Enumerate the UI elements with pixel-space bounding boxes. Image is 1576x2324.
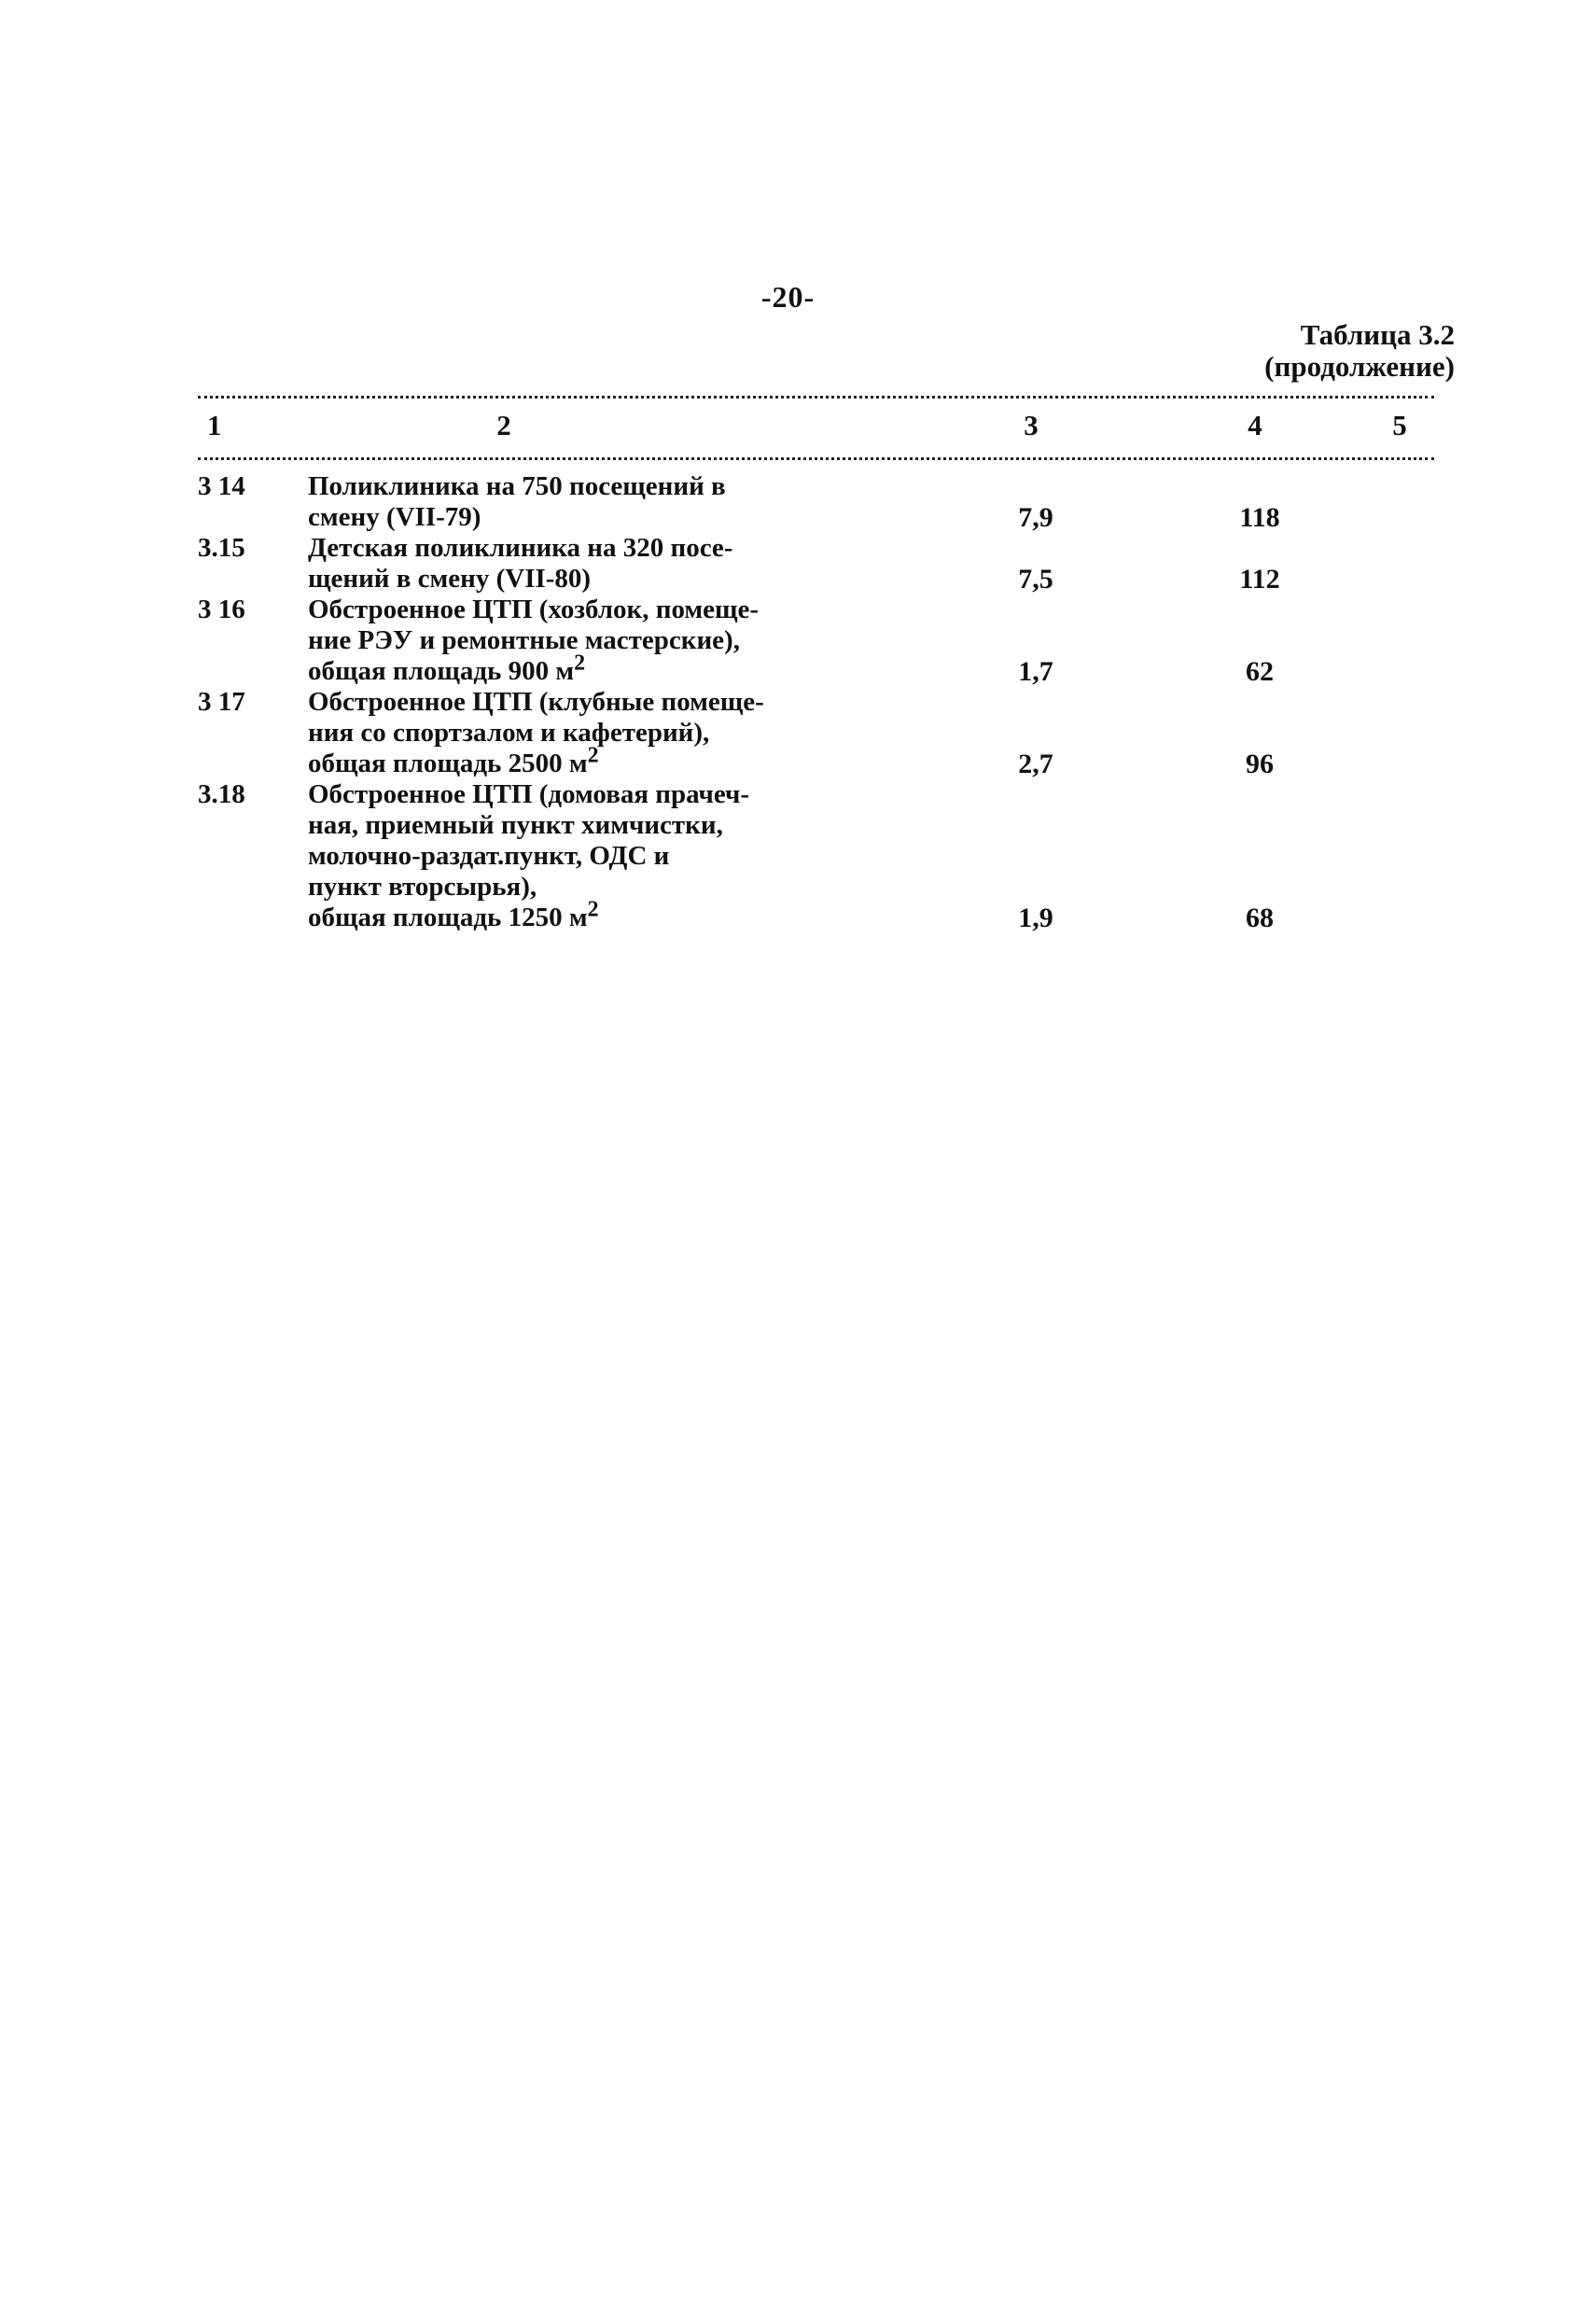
table-row — [0, 471, 1576, 533]
row-value-col3: 7,9 — [1018, 502, 1053, 533]
table-caption-continuation: (продолжение) — [1264, 350, 1455, 383]
row-description — [308, 687, 896, 779]
row-number: 3.18 — [198, 779, 245, 809]
row-value-col3: 2,7 — [1018, 749, 1053, 779]
row-description — [308, 471, 896, 533]
superscript-2: 2 — [587, 897, 599, 922]
column-header-3: 3 — [1024, 409, 1039, 441]
row-description-line: ние РЭУ и ремонтные мастерские), — [308, 625, 740, 655]
column-header-4: 4 — [1248, 409, 1262, 441]
table-header-rule — [198, 457, 1434, 460]
row-description-line: ния со спортзалом и кафетерий), — [308, 718, 710, 748]
row-description — [308, 533, 896, 595]
row-value-col4: 68 — [1246, 903, 1274, 933]
row-description-line — [308, 743, 896, 779]
table-row — [0, 687, 1576, 779]
table-top-rule — [198, 396, 1434, 399]
row-description-line: щений в смену (VII-80) — [308, 564, 592, 594]
row-value-col4: 112 — [1239, 564, 1280, 595]
row-value-col3: 7,5 — [1018, 564, 1053, 595]
row-description-line: Обстроенное ЦТП (домовая прачеч- — [308, 779, 749, 809]
table-body — [0, 471, 1576, 933]
table-row — [0, 533, 1576, 595]
row-area-text: общая площадь 900 м — [308, 656, 575, 686]
column-header-1: 1 — [207, 409, 222, 441]
row-description-line: смену (VII-79) — [308, 502, 481, 532]
row-value-col4: 118 — [1239, 502, 1280, 533]
superscript-2: 2 — [574, 651, 586, 676]
row-area-text: общая площадь 2500 м — [308, 749, 588, 778]
column-header-2: 2 — [496, 409, 511, 441]
row-description-line: ная, приемный пункт химчистки, — [308, 810, 723, 840]
table-caption-title: Таблица 3.2 — [1300, 318, 1455, 351]
row-description-line: Поликлиника на 750 посещений в — [308, 471, 726, 501]
row-description-line: Обстроенное ЦТП (хозблок, помеще- — [308, 595, 760, 624]
table-row — [0, 779, 1576, 933]
page-number: -20- — [760, 280, 816, 314]
column-header-5: 5 — [1392, 409, 1407, 441]
row-description-line: молочно-раздат.пункт, ОДС и — [308, 841, 670, 871]
row-value-col3: 1,9 — [1018, 903, 1053, 933]
row-value-col3: 1,7 — [1018, 656, 1053, 687]
row-description — [308, 779, 896, 933]
row-description-line: пункт вторсырья), — [308, 872, 537, 902]
row-area-text: общая площадь 1250 м — [308, 903, 588, 932]
row-description-line: Детская поликлиника на 320 посе- — [308, 533, 733, 563]
row-description-line: Обстроенное ЦТП (клубные помеще- — [308, 687, 764, 717]
superscript-2: 2 — [587, 743, 599, 768]
row-value-col4: 96 — [1246, 749, 1274, 779]
row-value-col4: 62 — [1246, 656, 1274, 687]
row-description — [308, 595, 896, 687]
table-header-row — [0, 409, 1576, 446]
row-number: 3.15 — [198, 533, 245, 563]
row-number: 3 16 — [198, 595, 245, 624]
row-description-line — [308, 651, 896, 687]
row-description-line — [308, 897, 896, 933]
row-number: 3 17 — [198, 687, 245, 717]
table-row — [0, 595, 1576, 687]
row-number: 3 14 — [198, 471, 245, 501]
table-caption — [1264, 319, 1455, 383]
